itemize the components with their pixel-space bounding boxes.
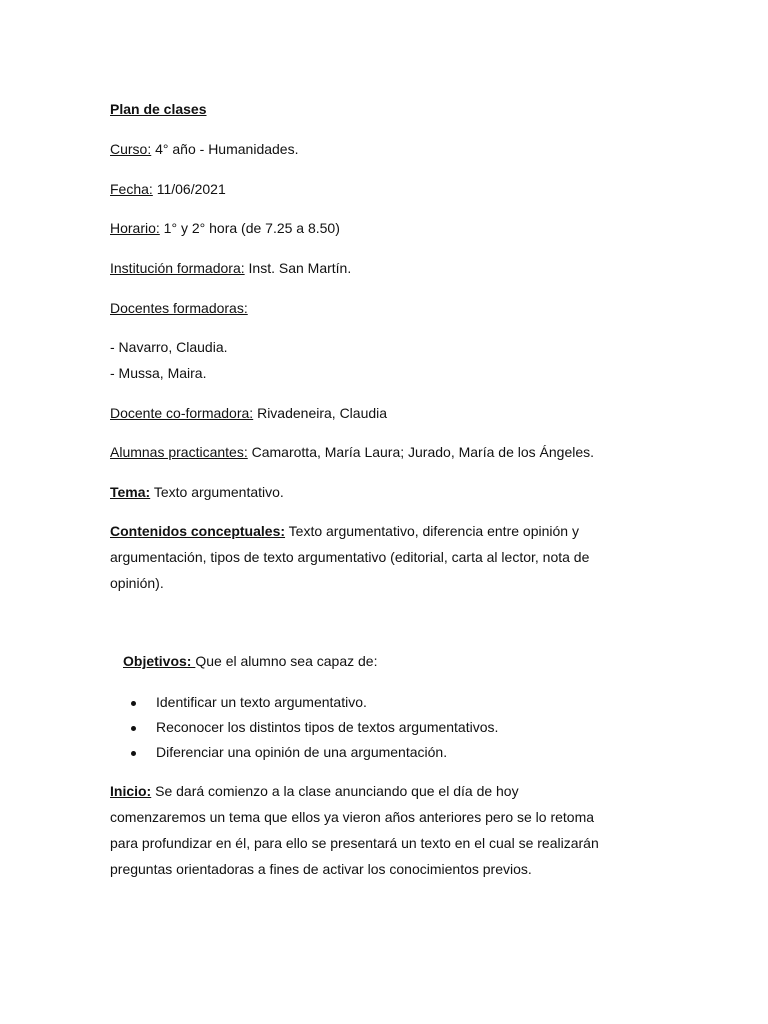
- curso-label: Curso:: [110, 141, 152, 157]
- docente-item: - Mussa, Maira.: [110, 365, 207, 381]
- institucion-label: Institución formadora:: [110, 260, 245, 276]
- inicio-line: para profundizar en él, para ello se presentará un texto en el cual se realizarán: [110, 835, 599, 851]
- contenidos-line: opinión).: [110, 575, 164, 591]
- inicio-label: Inicio:: [110, 783, 152, 799]
- inicio-line: Se dará comienzo a la clase anunciando que el día de hoy: [151, 783, 519, 799]
- bullet-icon: [131, 751, 136, 756]
- coformadora-field: [110, 404, 387, 422]
- list-item: [110, 690, 498, 715]
- docentes-label: Docentes formadoras:: [110, 300, 248, 316]
- list-item: [110, 715, 498, 740]
- objetivo-text: Diferenciar una opinión de una argumentación.: [156, 744, 448, 760]
- fecha-label: Fecha:: [110, 181, 153, 197]
- inicio-line: comenzaremos un tema que ellos ya vieron años anteriores pero se lo retoma: [110, 809, 595, 825]
- objetivos-list: [110, 690, 498, 765]
- fecha-value: 11/06/2021: [152, 181, 226, 197]
- contenidos-paragraph: [110, 518, 655, 596]
- horario-value: 1° y 2° hora (de 7.25 a 8.50): [159, 220, 340, 236]
- inicio-paragraph: [110, 778, 655, 882]
- contenidos-line: argumentación, tipos de texto argumentativo (editorial, carta al lector, nota de: [110, 549, 590, 565]
- coformadora-label: Docente co-formadora:: [110, 405, 254, 421]
- objetivos-label: Objetivos:: [123, 653, 196, 669]
- curso-value: 4° año - Humanidades.: [151, 141, 299, 157]
- institucion-field: [110, 259, 351, 277]
- objetivos-value: Que el alumno sea capaz de:: [195, 653, 378, 669]
- objetivo-text: Identificar un texto argumentativo.: [156, 694, 367, 710]
- document-title: Plan de clases: [110, 101, 207, 117]
- inicio-line: preguntas orientadoras a fines de activar los conocimientos previos.: [110, 861, 532, 877]
- contenidos-label: Contenidos conceptuales:: [110, 523, 286, 539]
- objetivo-text: Reconocer los distintos tipos de textos argumentativos.: [156, 719, 499, 735]
- tema-label: Tema:: [110, 484, 151, 500]
- tema-field: [110, 483, 284, 501]
- docente-item: - Navarro, Claudia.: [110, 339, 228, 355]
- practicantes-field: [110, 443, 594, 461]
- bullet-icon: [131, 701, 136, 706]
- practicantes-value: Camarotta, María Laura; Jurado, María de los Ángeles.: [247, 444, 595, 460]
- coformadora-value: Rivadeneira, Claudia: [253, 405, 388, 421]
- contenidos-line: Texto argumentativo, diferencia entre opinión y: [285, 523, 579, 539]
- objetivos-field: [123, 652, 377, 670]
- list-item: [110, 740, 498, 765]
- institucion-value: Inst. San Martín.: [244, 260, 352, 276]
- horario-label: Horario:: [110, 220, 160, 236]
- horario-field: [110, 219, 340, 237]
- fecha-field: [110, 180, 226, 198]
- practicantes-label: Alumnas practicantes:: [110, 444, 248, 460]
- tema-value: Texto argumentativo.: [150, 484, 284, 500]
- bullet-icon: [131, 726, 136, 731]
- curso-field: [110, 140, 298, 158]
